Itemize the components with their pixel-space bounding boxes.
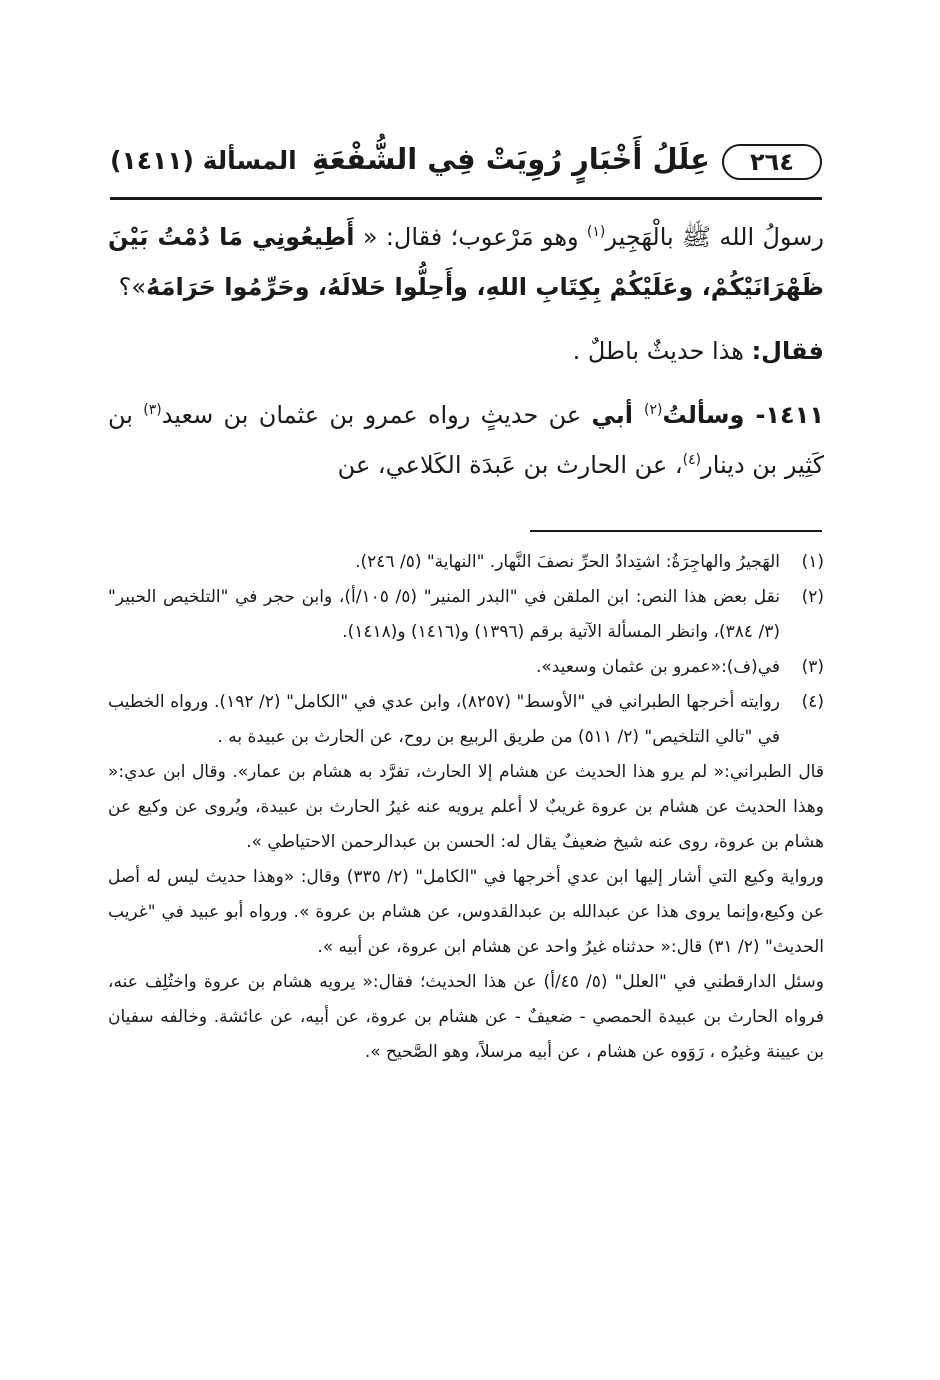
text-run: بن كَثِير بن دينار [108,401,824,479]
footnote-text: ورواية وكيع التي أشار إليها ابن عدي أخرجها في "الكامل" (٢/ ٣٣٥) وقال: «وهذا حديث ليس له أصل عن وكيع،وإنما يروى هذا عن عبدالله بن عبدالقدوس، عن هشام بن عروة ». ورواه أبو عبيد في "غريب الحديث" (٢/ ٣١) قال:« حدثناه غيرُ واحد عن هشام ابن عروة، عن أبيه ». [108,867,824,957]
paragraph-hadith [108,212,824,312]
paragraph-verdict [108,326,824,376]
footnote-body [108,685,824,1070]
text-run: رسولُ الله ﷺ بالْهَجِير [605,223,824,251]
footnote-text: في(ف):«عمرو بن عثمان وسعيد». [535,657,780,677]
footnote-ref-2[interactable]: (٢) [644,402,663,418]
footnote-1 [108,545,824,580]
footnote-number: (٢) [801,587,824,607]
text-run: عن حديثٍ رواه عمرو بن عثمان بن سعيد [161,401,592,429]
footnote-3 [108,650,824,685]
footnote-number: (٣) [801,657,824,677]
footnote-text: الهَجيرُ والهاجِرَةُ: اشتِدادُ الحرِّ نصفَ النَّهار. "النهاية" (٥/ ٢٤٦). [355,552,780,572]
abi-word: أبي [591,401,645,429]
text-run: »؟ [118,273,147,301]
book-title: عِلَلُ أَخْبَارٍ رُوِيَتْ فِي الشُّفْعَةِ [312,142,710,176]
footnote-number: (١) [801,552,824,572]
main-text [108,212,824,504]
footnote-body [108,650,780,685]
footnote-text: قال الطبراني:« لم يرو هذا الحديث عن هشام إلا الحارث، تفرَّد به هشام بن عمار». وقال ابن عدي:« وهذا الحديث عن هشام بن عروة غريبٌ لا أعلم يرويه عنه غيرُ الحارث بن عبيدة، ويُروى عن وكيع عن هشام بن عروة، روى عنه شيخ ضعيفٌ يقال له: الحسن بن عبدالرحمن الاحتياطي ». [108,762,824,852]
footnote-text: روايته أخرجها الطبراني في "الأوسط" (٨٢٥٧)، وابن عدي في "الكامل" (٢/ ١٩٢). ورواه الخطيب في "تالي التلخيص" (٢/ ٥١١) من طريق الربيع بن روح، عن الحارث بن عبيدة به . [108,692,780,747]
page-number: ٢٦٤ [750,148,794,176]
page-number-badge [722,144,822,180]
footnote-4 [108,685,824,1070]
text-run: ، عن الحارث بن عَبدَة الكَلاعي، عن [337,451,683,479]
footnote-ref-1[interactable]: (١) [586,224,606,240]
masala-label: المسألة (١٤١١) [110,146,297,175]
footnote-separator [530,530,822,532]
hadith-quote: أَطِيعُونِي مَا دُمْتُ بَيْنَ ظَهْرَانَيْكُمْ، وعَلَيْكُمْ بِكِتَابِ اللهِ، وأَحِلُّوا حَلالَهُ، وحَرِّمُوا حَرَامَهُ [108,223,824,301]
footnote-body [108,545,780,580]
text-run: وهو مَرْعوب؛ فقال: « [354,223,587,251]
footnote-number: (٤) [801,692,824,712]
footnote-body [108,580,780,650]
paragraph-question [108,390,824,490]
footnotes [108,545,824,1070]
running-header [110,138,822,190]
footnote-ref-4[interactable]: (٤) [682,452,702,468]
verdict-lead: فقال: [751,337,824,365]
footnote-text: نقل بعض هذا النص: ابن الملقن في "البدر المنير" (٥/ ١٠٥/أ)، وابن حجر في "التلخيص الحبير" (٣/ ٣٨٤)، وانظر المسألة الآتية برقم (١٣٩٦) و(١٤١٦) و(١٤١٨). [108,587,780,642]
footnote-text: وسئل الدارقطني في "العلل" (٥/ ٤٥/أ) عن هذا الحديث؛ فقال:« يرويه هشام بن عروة واختُلِف عنه، فرواه الحارث بن عبيدة الحمصي - ضعيفٌ - عن هشام بن عروة، عن أبيه، عن عائشة. وخالفه سفيان بن عيينة وغيرُه ، رَوَوه عن هشام ، عن أبيه مرسلاً، وهو الصَّحيح ». [108,972,824,1062]
footnote-2 [108,580,824,650]
verdict-text: هذا حديثٌ باطلٌ . [572,337,752,365]
footnote-ref-3[interactable]: (٣) [143,402,162,418]
header-rule [110,197,822,200]
question-number: ١٤١١- وسألتُ [662,401,824,429]
